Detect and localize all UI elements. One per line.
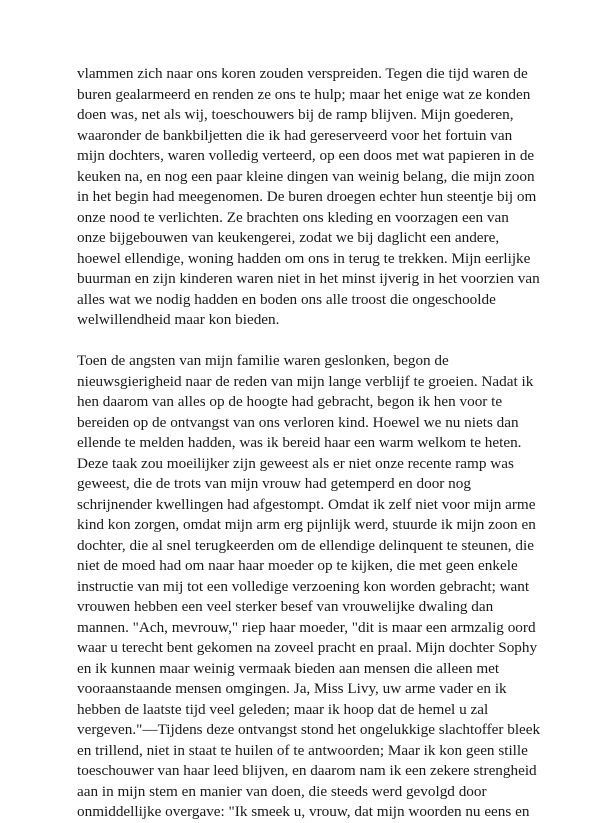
text-line: buurman en zijn kinderen waren niet in het minst ijverig in het voorzien van bbox=[77, 270, 540, 287]
text-line: vrouwen hebben een veel sterker besef van vrouwelijke dwaling dan bbox=[77, 598, 494, 615]
text-line: schrijnender kwellingen had afgestompt. Omdat ik zelf niet voor mijn arme bbox=[77, 495, 536, 513]
text-line: vooraanstaande mensen omgingen. Ja, Miss Livy, uw arme vader en ik bbox=[77, 680, 507, 697]
text-line: buren gealarmeerd en renden ze ons te hulp; maar het enige wat ze konden bbox=[77, 85, 531, 103]
text-line: hoewel ellendige, woning hadden om ons in terug te trekken. Mijn eerlijke bbox=[77, 249, 531, 267]
text-line: keuken na, en nog een paar kleine dingen van weinig belang, die mijn zoon bbox=[77, 167, 535, 185]
text-line: kind kon zorgen, omdat mijn arm erg pijnlijk werd, stuurde ik mijn zoon en bbox=[77, 516, 536, 533]
text-line: aan in mijn stem en manier van doen, die steeds werd gevolgd door bbox=[77, 782, 487, 800]
text-line: waaronder de bankbiljetten die ik had gereserveerd voor het fortuin van bbox=[77, 126, 513, 144]
text-line: doen was, net als wij, toeschouwers bij de ramp blijven. Mijn goederen, bbox=[77, 106, 514, 123]
text-line: dochter, die al snel terugkeerden om de ellendige delinquent te steunen, die bbox=[77, 536, 534, 554]
text-line: onze nood te verlichten. Ze brachten ons kleding en voorzagen een van bbox=[77, 208, 509, 226]
text-line: mannen. "Ach, mevrouw," riep haar moeder, "dit is maar een armzalig oord bbox=[77, 618, 536, 636]
text-line: toeschouwer van haar leed blijven, en daarom nam ik een zekere strengheid bbox=[77, 762, 537, 779]
text-line: onmiddellijke overgave: "Ik smeek u, vrouw, dat mijn woorden nu eens en bbox=[77, 803, 530, 820]
text-line: alles wat we nodig hadden en boden ons alle troost die ongeschoolde bbox=[77, 290, 496, 308]
text-line: vlammen zich naar ons koren zouden verspreiden. Tegen die tijd waren de bbox=[77, 65, 528, 82]
paragraph-1 bbox=[77, 64, 540, 331]
text-line: in het begin had meegenomen. De buren droegen echter hun steentje bij om bbox=[77, 188, 537, 205]
text-line: nieuwsgierigheid naar de reden van mijn lange verblijf te groeien. Nadat ik bbox=[77, 372, 534, 390]
document-page bbox=[77, 64, 541, 823]
text-line: bereiden op de ontvangst van ons verloren kind. Hoewel we nu niets dan bbox=[77, 413, 519, 431]
text-line: geweest, die de trots van mijn vrouw had getemperd en door nog bbox=[77, 475, 471, 492]
text-line: niet de moed had om naar haar moeder op te kijken, die met geen enkele bbox=[77, 557, 518, 574]
text-line: hen daarom van alles op de hoogte had gebracht, begon ik hen voor te bbox=[77, 393, 503, 410]
text-line: instructie van mij tot een volledige verzoening kon worden gebracht; want bbox=[77, 577, 530, 595]
text-line: ellende te melden hadden, was ik bereid haar een warm welkom te heten. bbox=[77, 434, 522, 451]
text-line: en trillend, niet in staat te huilen of te antwoorden; Maar ik kon geen stille bbox=[77, 741, 528, 759]
text-line: Deze taak zou moeilijker zijn geweest als er niet onze recente ramp was bbox=[77, 454, 514, 472]
text-line: hebben de laatste tijd veel geleden; maar ik hoop dat de hemel u zal bbox=[77, 700, 489, 718]
text-line: en ik kunnen maar weinig vermaak bieden aan mensen die alleen met bbox=[77, 659, 500, 677]
paragraph-2 bbox=[77, 351, 541, 823]
text-line: Toen de angsten van mijn familie waren geslonken, begon de bbox=[77, 352, 449, 369]
text-line: waar u terecht bent gekomen na zoveel pracht en praal. Mijn dochter Sophy bbox=[77, 639, 538, 656]
paragraph-spacer bbox=[77, 331, 517, 352]
text-line: vergeven."—Tijdens deze ontvangst stond het ongelukkige slachtoffer bleek bbox=[77, 721, 541, 738]
text-line: mijn dochters, waren volledig verteerd, op een doos met wat papieren in de bbox=[77, 147, 535, 164]
text-line: onze bijgebouwen van keukengerei, zodat we bij daglicht een andere, bbox=[77, 229, 500, 246]
text-line: welwillendheid maar kon bieden. bbox=[77, 311, 280, 328]
